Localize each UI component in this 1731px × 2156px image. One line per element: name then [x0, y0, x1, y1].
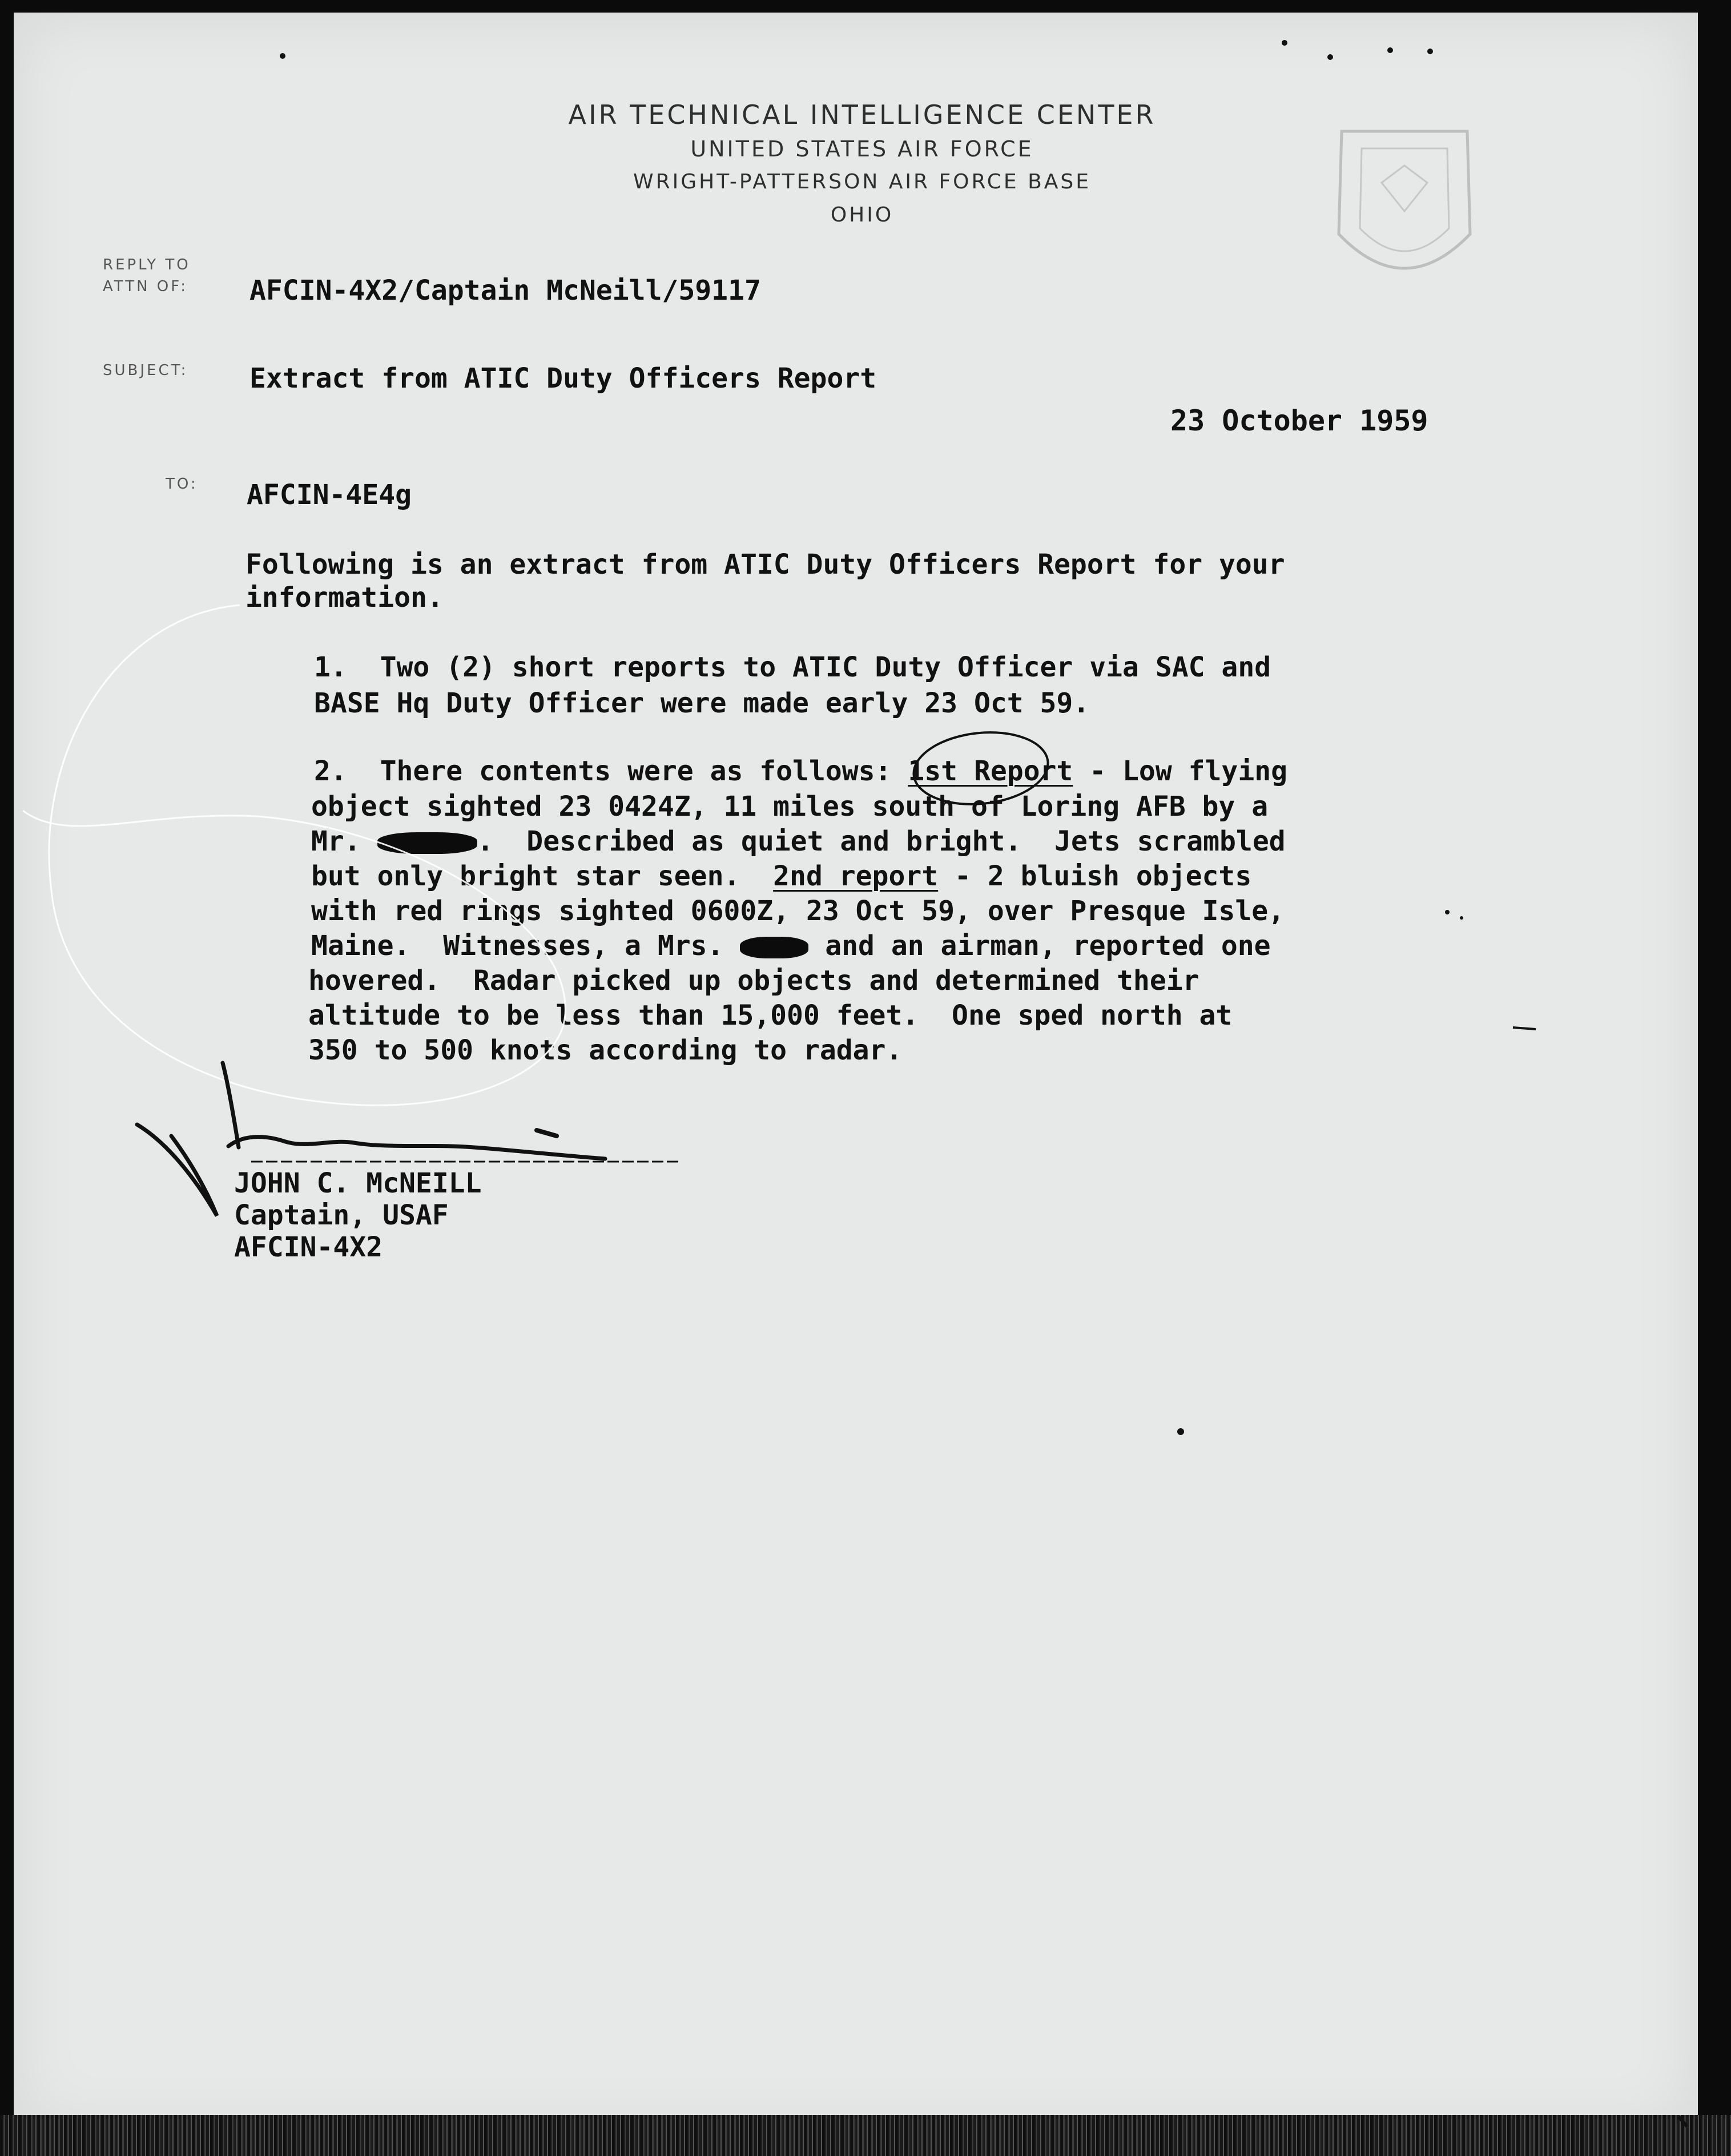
seal-emblem-icon	[1319, 120, 1490, 308]
redacted-name-2	[740, 937, 808, 958]
paragraph-2-line-6: Maine. Witnesses, a Mrs. and an airman, reported one	[311, 930, 1271, 962]
letterhead	[514, 97, 1210, 232]
letterhead-service: UNITED STATES AIR FORCE	[690, 136, 1034, 162]
letterhead-org: AIR TECHNICAL INTELLIGENCE CENTER	[568, 99, 1156, 130]
letterhead-state: OHIO	[830, 203, 894, 227]
signature-office: AFCIN-4X2	[234, 1231, 383, 1263]
paragraph-1-line-1: 1. Two (2) short reports to ATIC Duty Officer via SAC and	[314, 651, 1271, 683]
document-page	[14, 13, 1698, 2133]
first-report-label: 1st Report	[908, 755, 1073, 787]
signature-rank: Captain, USAF	[234, 1199, 449, 1231]
paragraph-1-line-2: BASE Hq Duty Officer were made early 23 Oct 59.	[314, 687, 1090, 719]
paragraph-2-line-2: object sighted 23 0424Z, 11 miles south of Loring AFB by a	[311, 791, 1269, 823]
letter-date: 23 October 1959	[1170, 404, 1428, 437]
paragraph-2-line-7: hovered. Radar picked up objects and determined their	[308, 965, 1199, 997]
scan-border-noise	[0, 2115, 1731, 2156]
reply-to-label: REPLY TO	[103, 256, 191, 273]
paragraph-2-line-4: but only bright star seen. 2nd report - 2 bluish objects	[311, 860, 1252, 892]
paragraph-2-line-9: 350 to 500 knots according to radar.	[308, 1034, 903, 1066]
letterhead-base: WRIGHT-PATTERSON AIR FORCE BASE	[633, 170, 1091, 194]
attn-of-label: ATTN OF:	[103, 278, 188, 295]
intro-line-2: information.	[245, 582, 444, 614]
to-value: AFCIN-4E4g	[247, 479, 412, 511]
intro-line-1: Following is an extract from ATIC Duty Officers Report for your	[245, 549, 1285, 581]
signature-name: JOHN C. McNEILL	[234, 1167, 482, 1199]
to-label: TO:	[166, 475, 198, 493]
paragraph-2-line-3: Mr. . Described as quiet and bright. Jets scrambled	[311, 825, 1286, 857]
reply-to-value: AFCIN-4X2/Captain McNeill/59117	[249, 275, 761, 307]
paragraph-2-line-5: with red rings sighted 0600Z, 23 Oct 59, over Presque Isle,	[311, 895, 1285, 927]
redacted-name-1	[377, 832, 477, 854]
subject-value: Extract from ATIC Duty Officers Report	[249, 362, 877, 394]
subject-label: SUBJECT:	[103, 362, 188, 379]
second-report-label: 2nd report	[773, 860, 939, 892]
paragraph-2-line-8: altitude to be less than 15,000 feet. One sped north at	[308, 1000, 1233, 1031]
paragraph-2-line-1: 2. There contents were as follows: 1st Report - Low flying	[314, 755, 1288, 787]
